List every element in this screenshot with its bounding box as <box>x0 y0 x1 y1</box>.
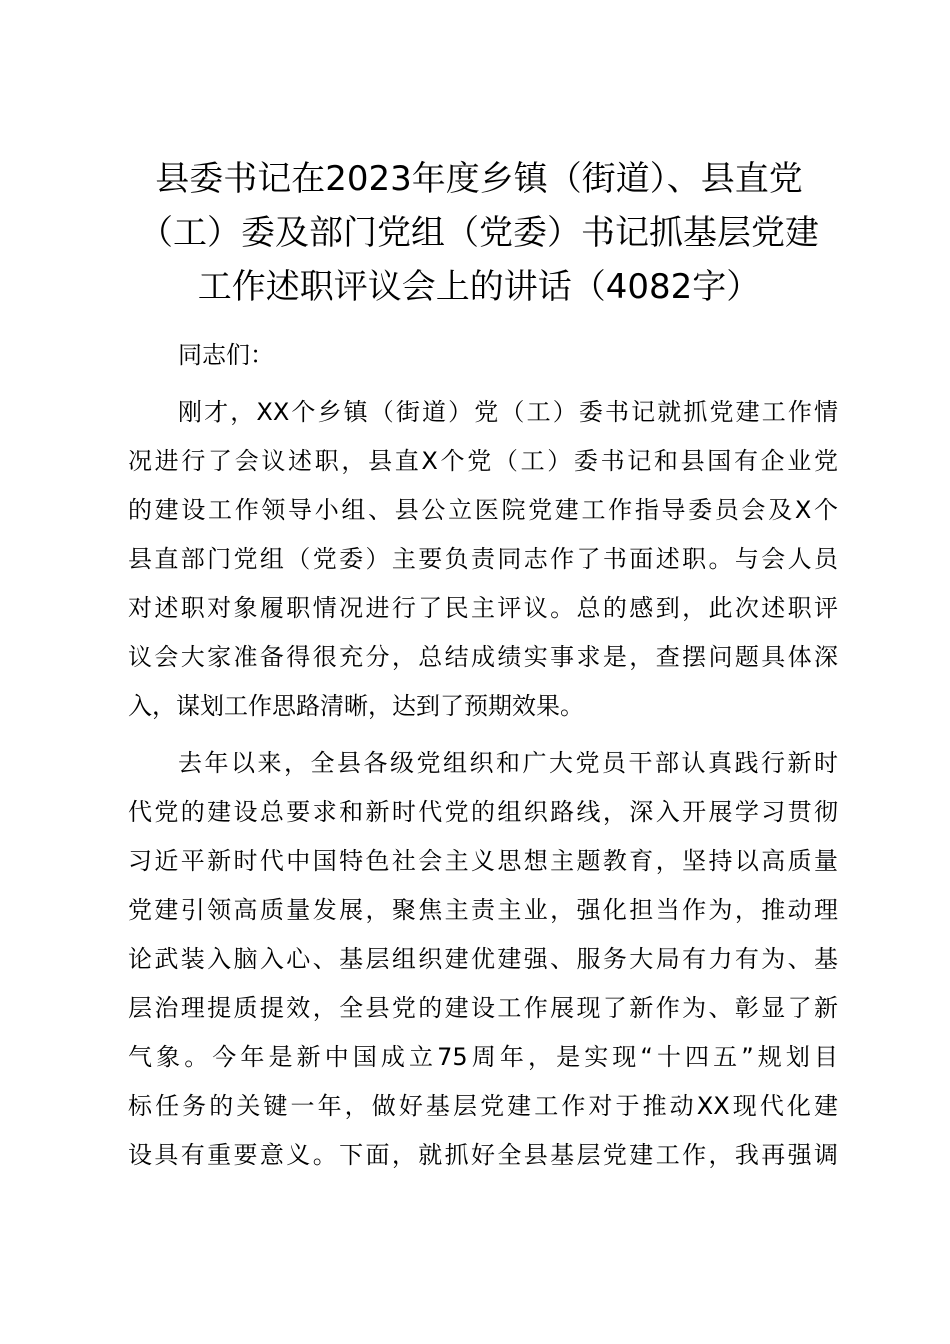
paragraph-line: 气象。今年是新中国成立75周年，是实现“十四五”规划目 <box>128 1043 838 1071</box>
document-title <box>120 152 838 314</box>
paragraph-1 <box>128 388 838 731</box>
paragraph-2 <box>128 739 838 1180</box>
paragraph-line: 标任务的关键一年，做好基层党建工作对于推动XX现代化建 <box>128 1092 838 1120</box>
paragraph-line: 况进行了会议述职，县直X个党（工）委书记和县国有企业党 <box>128 447 838 475</box>
paragraph-line: 习近平新时代中国特色社会主义思想主题教育，坚持以高质量 <box>128 847 838 875</box>
paragraph-line: 议会大家准备得很充分，总结成绩实事求是，查摆问题具体深 <box>128 643 838 671</box>
paragraph-line: 去年以来，全县各级党组织和广大党员干部认真践行新时 <box>178 749 838 777</box>
title-line-2: （工）委及部门党组（党委）书记抓基层党建 <box>139 213 819 253</box>
title-line-1: 县委书记在2023年度乡镇（街道）、县直党 <box>155 159 803 199</box>
paragraph-line: 对述职对象履职情况进行了民主评议。总的感到，此次述职评 <box>128 594 838 622</box>
title-line-3: 工作述职评议会上的讲话（4082字） <box>197 267 761 307</box>
paragraph-line: 入，谋划工作思路清晰，达到了预期效果。 <box>128 692 584 720</box>
salutation: 同志们： <box>178 341 274 369</box>
paragraph-line: 党建引领高质量发展，聚焦主责主业，强化担当作为，推动理 <box>128 896 838 924</box>
paragraph-line: 的建设工作领导小组、县公立医院党建工作指导委员会及X个 <box>128 496 838 524</box>
paragraph-line: 论武装入脑入心、基层组织建优建强、服务大局有力有为、基 <box>128 945 838 973</box>
paragraph-line: 县直部门党组（党委）主要负责同志作了书面述职。与会人员 <box>128 545 838 573</box>
paragraph-line: 设具有重要意义。下面，就抓好全县基层党建工作，我再强调 <box>128 1141 838 1169</box>
paragraph-line: 层治理提质提效，全县党的建设工作展现了新作为、彰显了新 <box>128 994 838 1022</box>
paragraph-line: 代党的建设总要求和新时代党的组织路线，深入开展学习贯彻 <box>128 798 838 826</box>
paragraph-line: 刚才，XX个乡镇（街道）党（工）委书记就抓党建工作情 <box>178 398 838 426</box>
document-body <box>128 330 838 1180</box>
